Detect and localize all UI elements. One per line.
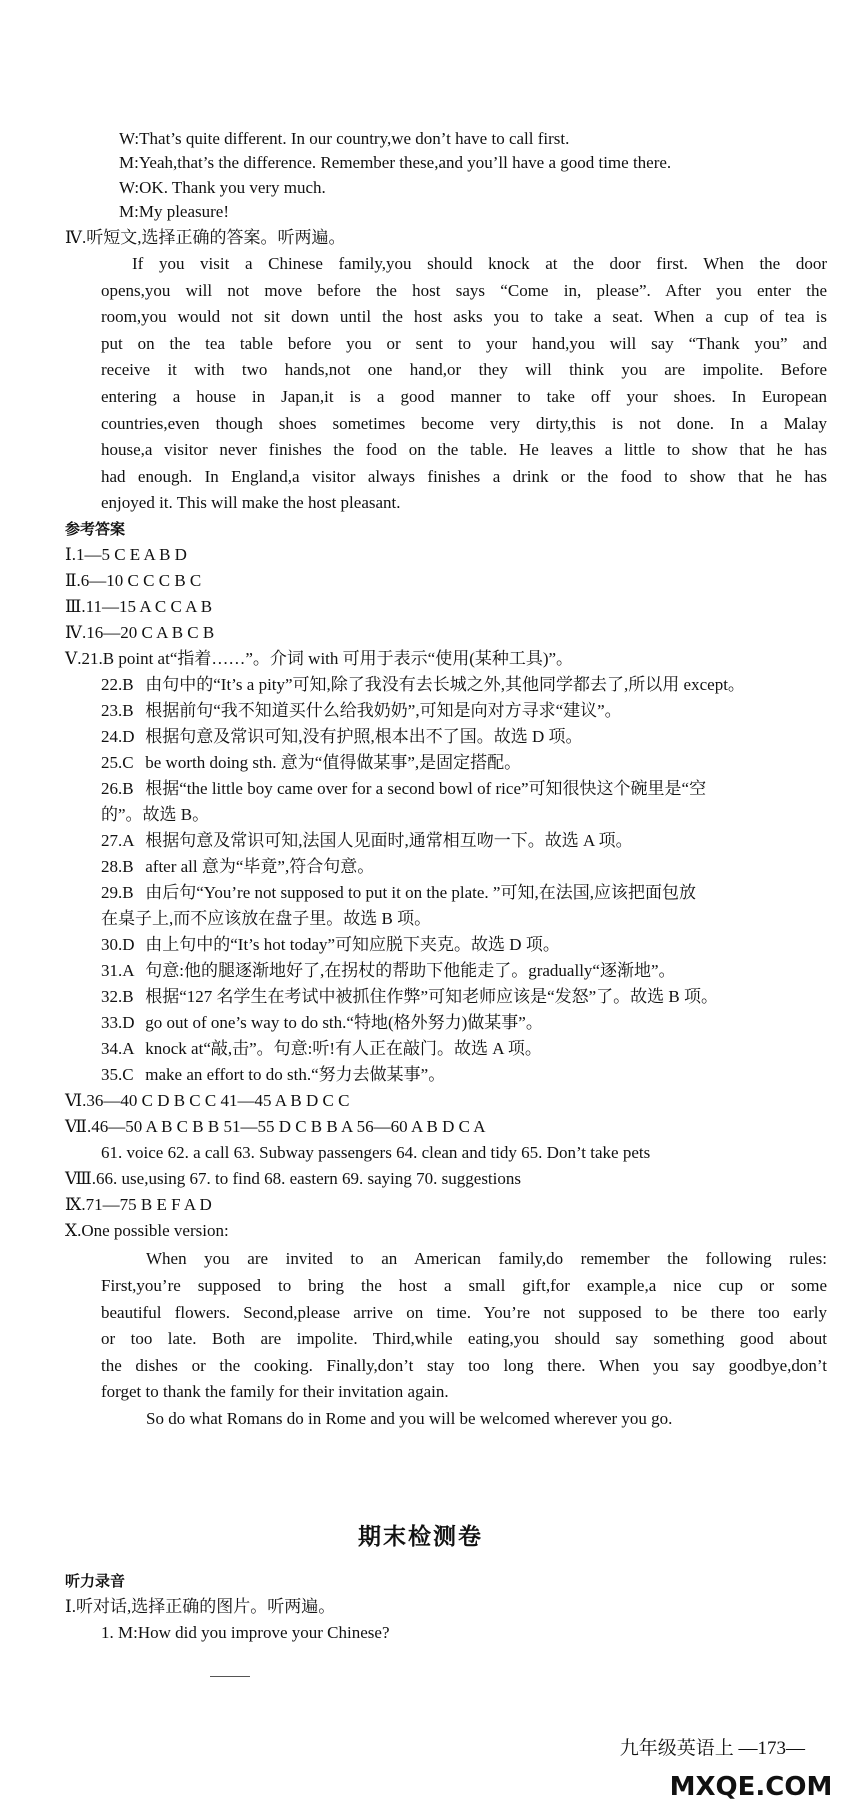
answer-line: Ⅶ.46—50 A B C B B 51—55 D C B B A 56—60 A B D C A	[65, 1117, 486, 1136]
dialogue-line: W:OK. Thank you very much.	[119, 178, 326, 197]
item-text: 根据“127 名学生在考试中被抓住作弊”可知老师应该是“发怒”了。故选 B 项。	[145, 987, 719, 1006]
item-text: go out of one’s way to do sth.“特地(格外努力)做某事”。	[145, 1013, 543, 1032]
question-line: 1. M:How did you improve your Chinese?	[101, 1623, 390, 1642]
item-number: 26.B	[101, 779, 134, 798]
explanation-item	[101, 1064, 445, 1086]
answer-line: 61. voice 62. a call 63. Subway passengers 64. clean and tidy 65. Don’t take pets	[101, 1143, 651, 1162]
answer-line: Ⅰ.1—5 C E A B D	[65, 545, 187, 564]
explanation-item	[101, 830, 633, 852]
divider	[210, 1676, 250, 1677]
page-footer: 九年级英语上 —173—	[619, 1738, 805, 1759]
dialogue-line: W:That’s quite different. In our country,we don’t have to call first.	[119, 129, 570, 148]
item-number: 25.C	[101, 753, 134, 772]
item-number: 34.A	[101, 1039, 135, 1058]
item-number: 35.C	[101, 1065, 134, 1084]
dialogue-line: M:My pleasure!	[119, 202, 230, 221]
item-number: 29.B	[101, 883, 134, 902]
dialogue-line: M:Yeah,that’s the difference. Remember these,and you’ll have a good time there.	[119, 153, 672, 172]
essay-line: or too late. Both are impolite. Third,while eating,you should say something good about	[101, 1329, 827, 1348]
answer-line: Ⅳ.16—20 C A B C B	[65, 623, 215, 642]
passage-line: entering a house in Japan,it is a good manner to take off your shoes. In European	[101, 387, 827, 406]
item-text: 根据“the little boy came over for a second bowl of rice”可知很快这个碗里是“空	[145, 779, 707, 798]
item-text: 由上句中的“It’s hot today”可知应脱下夹克。故选 D 项。	[145, 935, 560, 954]
exam-title: 期末检测卷	[358, 1524, 483, 1550]
item-text: knock at“敲,击”。句意:听!有人正在敲门。故选 A 项。	[145, 1039, 542, 1058]
explanation-item	[101, 1038, 542, 1060]
passage-line: house,a visitor never finishes the food on the table. He leaves a little to show that he has	[101, 440, 827, 459]
explanation-item	[101, 1012, 543, 1034]
explanation-item	[101, 804, 209, 826]
answer-line: Ⅵ.36—40 C D B C C 41—45 A B D C C	[65, 1091, 350, 1110]
passage-line: put on the tea table before you or sent to your hand,you will say “Thank you” and	[101, 334, 827, 353]
item-text: 由句中的“It’s a pity”可知,除了我没有去长城之外,其他同学都去了,所以用 except。	[145, 675, 745, 694]
explanation-item	[101, 778, 706, 800]
answers-heading: 参考答案	[65, 520, 126, 538]
passage-line: countries,even though shoes sometimes become very dirty,this is not done. In a Malay	[101, 414, 827, 433]
explanation-item	[101, 882, 696, 904]
answer-line: Ⅸ.71—75 B E F A D	[65, 1195, 212, 1214]
item-text: 根据句意及常识可知,没有护照,根本出不了国。故选 D 项。	[145, 727, 583, 746]
essay-line: When you are invited to an American family,do remember the following rules:	[146, 1249, 827, 1268]
item-number: 32.B	[101, 987, 134, 1006]
passage-line: If you visit a Chinese family,you should knock at the door first. When the door	[132, 254, 827, 273]
item-text: 句意:他的腿逐渐地好了,在拐杖的帮助下他能走了。gradually“逐渐地”。	[145, 961, 676, 980]
essay-line: beautiful flowers. Second,please arrive on time. You’re not supposed to be there too early	[101, 1303, 827, 1322]
watermark-logo: MXQE.COM	[669, 1772, 833, 1802]
item-number: 23.B	[101, 701, 134, 720]
essay-line: First,you’re supposed to bring the host a small gift,for example,a nice cup or some	[101, 1276, 827, 1295]
explanation-item	[101, 934, 560, 956]
passage-line: room,you would not sit down until the host asks you to take a seat. When a cup of tea is	[101, 307, 827, 326]
essay-closing: So do what Romans do in Rome and you will be welcomed wherever you go.	[146, 1409, 673, 1428]
item-text: after all 意为“毕竟”,符合句意。	[145, 857, 375, 876]
answer-line: Ⅲ.11—15 A C C A B	[65, 597, 213, 616]
item-number: 28.B	[101, 857, 134, 876]
item-number: 33.D	[101, 1013, 135, 1032]
answer-line: Ⅱ.6—10 C C C B C	[65, 571, 202, 590]
passage-line: enjoyed it. This will make the host pleasant.	[101, 493, 401, 512]
item-text: be worth doing sth. 意为“值得做某事”,是固定搭配。	[145, 753, 522, 772]
explanation-item	[101, 986, 718, 1008]
answer-line: Ⅴ.21.B point at“指着……”。介词 with 可用于表示“使用(某种工具)”。	[65, 649, 574, 668]
section-heading: Ⅰ.听对话,选择正确的图片。听两遍。	[65, 1597, 336, 1616]
section-heading: Ⅳ.听短文,选择正确的答案。听两遍。	[65, 228, 346, 247]
item-number: 30.D	[101, 935, 135, 954]
item-text: 在桌子上,而不应该放在盘子里。故选 B 项。	[101, 909, 432, 928]
listening-heading: 听力录音	[65, 1572, 126, 1590]
item-number: 31.A	[101, 961, 135, 980]
item-text: 的”。故选 B。	[101, 805, 210, 824]
explanation-item	[101, 726, 583, 748]
item-number: 24.D	[101, 727, 135, 746]
item-text: 由后句“You’re not supposed to put it on the plate. ”可知,在法国,应该把面包放	[145, 883, 696, 902]
explanation-item	[101, 856, 374, 878]
explanation-item	[101, 908, 431, 930]
item-text: 根据前句“我不知道买什么给我奶奶”,可知是向对方寻求“建议”。	[145, 701, 622, 720]
passage-line: had enough. In England,a visitor always finishes a drink or the food to show that he has	[101, 467, 827, 486]
answer-line: Ⅷ.66. use,using 67. to find 68. eastern 69. saying 70. suggestions	[65, 1169, 521, 1188]
essay-line: the dishes or the cooking. Finally,don’t stay too long there. When you say goodbye,don’t	[101, 1356, 827, 1375]
item-number: 22.B	[101, 675, 134, 694]
item-text: make an effort to do sth.“努力去做某事”。	[145, 1065, 446, 1084]
item-text: 根据句意及常识可知,法国人见面时,通常相互吻一下。故选 A 项。	[145, 831, 633, 850]
essay-line: forget to thank the family for their invitation again.	[101, 1382, 449, 1401]
explanation-item	[101, 700, 622, 722]
explanation-item	[101, 960, 676, 982]
passage-line: opens,you will not move before the host says “Come in, please”. After you enter the	[101, 281, 827, 300]
answer-line: Ⅹ.One possible version:	[65, 1221, 229, 1240]
passage-line: receive it with two hands,not one hand,or they will think you are impolite. Before	[101, 360, 827, 379]
item-number: 27.A	[101, 831, 135, 850]
explanation-item	[101, 752, 521, 774]
explanation-item	[101, 674, 745, 696]
